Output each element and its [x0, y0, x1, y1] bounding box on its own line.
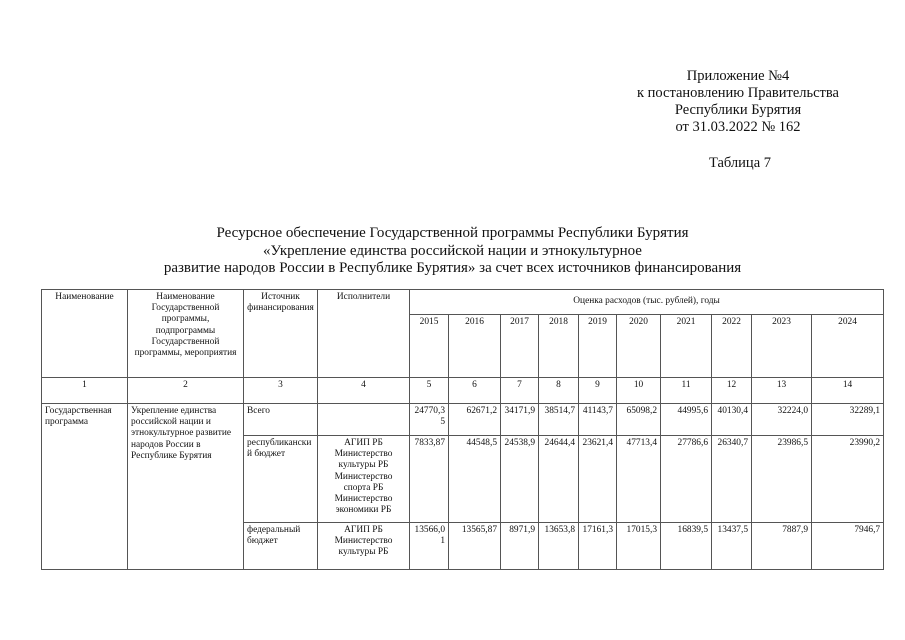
value-cell: 24538,9: [501, 436, 539, 523]
value-cell: 44995,6: [661, 404, 712, 436]
value-cell: 13653,8: [539, 523, 579, 570]
header-year: 2020: [617, 315, 661, 378]
value-cell: 65098,2: [617, 404, 661, 436]
column-index: 7: [501, 378, 539, 404]
appendix-line-4: от 31.03.2022 № 162: [675, 119, 801, 135]
value-cell: 16839,5: [661, 523, 712, 570]
column-index: 2: [128, 378, 244, 404]
row-executors: [318, 404, 410, 436]
appendix-line-2: к постановлению Правительства: [637, 85, 839, 101]
appendix-block: [600, 68, 876, 136]
value-cell: 62671,2: [449, 404, 501, 436]
column-index: 12: [712, 378, 752, 404]
row-program: Укрепление единства российской нации и этнокультурное развитие народов России в Республике Бурятия: [128, 404, 244, 570]
value-cell: 34171,9: [501, 404, 539, 436]
value-cell: 24644,4: [539, 436, 579, 523]
column-index: 11: [661, 378, 712, 404]
header-year: 2024: [812, 315, 884, 378]
value-cell: 24770,35: [410, 404, 449, 436]
row-executors: АГИП РБ Министерство культуры РБ Министерство спорта РБ Министерство экономики РБ: [318, 436, 410, 523]
table-number: Таблица 7: [708, 155, 771, 171]
document-title: [100, 225, 805, 278]
column-index: 8: [539, 378, 579, 404]
value-cell: 17015,3: [617, 523, 661, 570]
value-cell: 7887,9: [752, 523, 812, 570]
value-cell: 23621,4: [579, 436, 617, 523]
row-source: Всего: [244, 404, 318, 436]
column-index: 3: [244, 378, 318, 404]
column-index-row: [42, 378, 884, 404]
value-cell: 44548,5: [449, 436, 501, 523]
header-year: 2015: [410, 315, 449, 378]
value-cell: 32224,0: [752, 404, 812, 436]
value-cell: 32289,1: [812, 404, 884, 436]
value-cell: 13565,87: [449, 523, 501, 570]
value-cell: 23986,5: [752, 436, 812, 523]
value-cell: 41143,7: [579, 404, 617, 436]
column-index: 13: [752, 378, 812, 404]
value-cell: 27786,6: [661, 436, 712, 523]
column-index: 14: [812, 378, 884, 404]
value-cell: 7946,7: [812, 523, 884, 570]
header-year: 2018: [539, 315, 579, 378]
value-cell: 7833,87: [410, 436, 449, 523]
value-cell: 8971,9: [501, 523, 539, 570]
value-cell: 13566,01: [410, 523, 449, 570]
column-index: 1: [42, 378, 128, 404]
header-source: Источник финансирования: [244, 290, 318, 378]
header-year: 2017: [501, 315, 539, 378]
value-cell: 23990,2: [812, 436, 884, 523]
value-cell: 38514,7: [539, 404, 579, 436]
value-cell: 26340,7: [712, 436, 752, 523]
column-index: 6: [449, 378, 501, 404]
value-cell: 13437,5: [712, 523, 752, 570]
row-executors: АГИП РБ Министерство культуры РБ: [318, 523, 410, 570]
row-source: федеральный бюджет: [244, 523, 318, 570]
header-year: 2019: [579, 315, 617, 378]
column-index: 5: [410, 378, 449, 404]
column-index: 4: [318, 378, 410, 404]
title-line-3: развитие народов России в Республике Бурятия» за счет всех источников финансирования: [163, 260, 742, 276]
value-cell: 17161,3: [579, 523, 617, 570]
header-year: 2023: [752, 315, 812, 378]
header-estimate: Оценка расходов (тыс. рублей), годы: [410, 290, 884, 315]
header-year: 2022: [712, 315, 752, 378]
row-name: Государственная программа: [42, 404, 128, 570]
header-executors: Исполнители: [318, 290, 410, 378]
value-cell: 47713,4: [617, 436, 661, 523]
appendix-line-3: Республики Бурятия: [674, 102, 802, 118]
column-index: 9: [579, 378, 617, 404]
value-cell: 40130,4: [712, 404, 752, 436]
column-index: 10: [617, 378, 661, 404]
row-source: республиканский бюджет: [244, 436, 318, 523]
header-year: 2021: [661, 315, 712, 378]
header-row: [42, 290, 884, 315]
table-row: [42, 404, 884, 436]
appendix-line-1: Приложение №4: [686, 68, 790, 84]
title-line-2: «Укрепление единства российской нации и этнокультурное: [263, 242, 642, 259]
header-program: Наименование Государственной программы, подпрограммы Государственной программы, мероприятия: [128, 290, 244, 378]
title-line-1: Ресурсное обеспечение Государственной программы Республики Бурятия: [216, 225, 689, 241]
header-name: Наименование: [42, 290, 128, 378]
resource-table: [41, 289, 884, 570]
header-year: 2016: [449, 315, 501, 378]
